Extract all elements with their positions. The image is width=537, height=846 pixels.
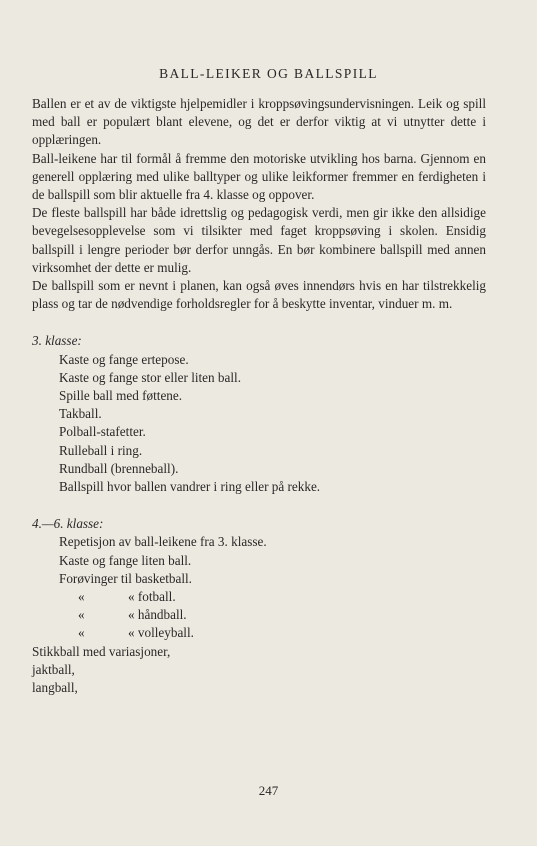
spacer xyxy=(32,496,486,515)
ditto-mark: « xyxy=(78,589,85,605)
list-item xyxy=(32,606,486,624)
list-item: jaktball, xyxy=(32,661,75,677)
ditto-mark: « xyxy=(128,607,135,623)
list-item: Repetisjon av ball-leikene fra 3. klasse. xyxy=(59,534,267,550)
section-title-4-6-klasse: 4.—6. klasse: xyxy=(32,516,104,532)
paragraph-2: Ball-leikene har til formål å fremme den motoriske utvikling hos barna. Gjennom en generell opplæring med ulike balltyper og ulike leikformer fremmer en ferdigheten i de ballspill som blir aktuelle fra 4. klasse og oppover. xyxy=(32,150,486,203)
list-item: Kaste og fange stor eller liten ball. xyxy=(59,369,241,385)
paragraph-1: Ballen er et av de viktigste hjelpemidler i kroppsøvingsundervisningen. Leik og spill med ball er populært blant elevene, og det er derfor viktig at vi utnytter dette i opplæringen. xyxy=(32,96,486,148)
page-body xyxy=(32,95,486,697)
list-item-text: håndball. xyxy=(137,607,187,623)
list-item-text: volleyball. xyxy=(137,625,194,641)
paragraph-3: De fleste ballspill har både idrettslig og pedagogisk verdi, men gir ikke den allsidige bevegelsesopplevelse som vi tilsikter med faget kroppsøving i skolen. Ensidig ballspill i lengre perioder bør derfor unngås. En bør kombinere ballspill med annen virksomhet der dette er mulig. xyxy=(32,205,486,275)
list-item: Polball-stafetter. xyxy=(59,424,146,440)
paragraph-4: De ballspill som er nevnt i planen, kan også øves innendørs hvis en har tilstrekkelig plass og tar de nødvendige forholdsregler for å beskytte inventar, vinduer m. m. xyxy=(32,278,486,312)
list-item: Takball. xyxy=(59,406,102,422)
list-item: Rulleball i ring. xyxy=(59,442,143,458)
list-item-text: fotball. xyxy=(137,589,176,605)
list-item: Ballspill hvor ballen vandrer i ring eller på rekke. xyxy=(59,479,321,495)
list-item: Forøvinger til basketball. xyxy=(59,570,192,586)
list-item: Kaste og fange liten ball. xyxy=(59,552,192,568)
spacer xyxy=(32,313,486,332)
list-item: langball, xyxy=(32,680,78,696)
page-number: 247 xyxy=(258,783,279,798)
ditto-mark: « xyxy=(128,589,135,605)
list-item: Spille ball med føttene. xyxy=(59,388,183,404)
ditto-mark: « xyxy=(78,607,85,623)
ditto-mark: « xyxy=(78,625,85,641)
list-item: Kaste og fange ertepose. xyxy=(59,351,189,367)
section-title-3-klasse: 3. klasse: xyxy=(32,333,82,349)
list-item xyxy=(32,588,486,606)
page-heading: BALL-LEIKER OG BALLSPILL xyxy=(159,66,378,81)
list-item xyxy=(32,624,486,642)
ditto-mark: « xyxy=(128,625,135,641)
list-item: Rundball (brenneball). xyxy=(59,460,179,476)
list-item: Stikkball med variasjoner, xyxy=(32,643,171,659)
